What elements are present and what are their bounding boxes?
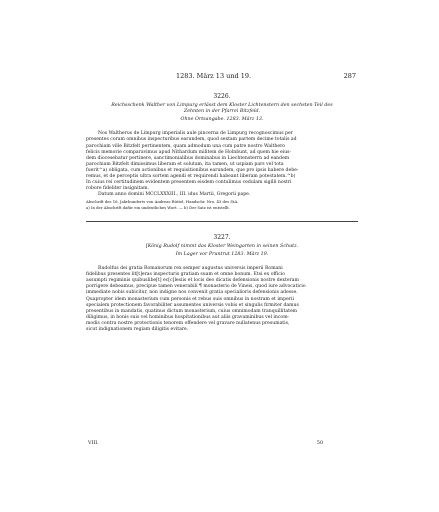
body-line: fidelibus presentes lit[t]eras inspecturis gratiam suam et omne bonum. Etsi ex officio (86, 272, 286, 278)
doc-title-line: Reichsschenk Walther von Limpurg erlässt dem Kloster Lichtenstern den sechsten Teil des (111, 103, 333, 109)
section-divider (86, 221, 358, 222)
body-line: presentes coram omnibus inspecturibus earundem, quod sextam partem decime totalis ad (86, 137, 297, 143)
body-line: parochiam ville Bitzfelt pertinentem, quam admodum una cum patre nostro Walthero (86, 143, 286, 149)
page-header (0, 72, 439, 82)
body-line: dem diocesebatur pertinere, sanctimonialibus dominabus in Liechtensterrn ad eandem (86, 155, 290, 161)
page-number: 287 (343, 72, 356, 80)
running-head: 1283. März 13 und 19. (176, 72, 252, 80)
body-line: presentibus in mandatis, quatinus dictum monasterium, cuius omnimodam tranquillitatem (86, 308, 298, 314)
signature-number: 50 (316, 441, 323, 446)
body-line: modis contra nostre protectionis tenorem offendere vel gravare nullatenus presumatis, (86, 320, 290, 326)
body-line: porrigere debeamus, precipue tamen venerabili ¶ monasterio de Vineis, quod iure advocaticio (86, 284, 306, 290)
body-line: diligimus, in bonis suis vel hominibus hospitationibus aut aliis gravaminibus vel incom- (86, 314, 290, 320)
body-line: Quapropter idem monasterium cum personis et rebus suis omnibus in nostram et imperii (86, 296, 294, 302)
body-line: immediate nobis subicitur, non indigne nos convenit gratia specialioris defensionis adesse. (86, 290, 298, 296)
body-line: assumpti regiminis quibuslibe[t] ec[c]lesiis et locis deo dicatis defensionis nostre dexteram (86, 278, 299, 284)
doc-title-line: Zehnten in der Pfarrei Bitzfeld. (183, 109, 261, 115)
doc-number: 3226. (213, 93, 231, 100)
footnotes (86, 199, 358, 209)
doc-title (86, 103, 358, 115)
doc-body (86, 131, 358, 192)
footnote: Abschrift des 16. Jahrhunderts von Andreas Rüttel, Handschr. Nro. 43 des StA. (86, 199, 239, 205)
body-line: remus, et de perceptis ultra sortem agendi et requirendi habeant liberam potestatem.^b) (86, 174, 296, 180)
body-line: parochiam Bitzfelt dimissimus liberam et solutam, ita tamen, ut uspiam pars vel tota (86, 161, 284, 167)
footnote: a) In der Abschrift dafür ein undeutliches Wort. — b) Der Satz ist entstellt. (86, 204, 231, 210)
doc-number: 3227. (213, 233, 231, 241)
body-line: robore fideliter insignitam. (86, 186, 149, 192)
body-line: Nos Waltherus de Limpurg imperialis aule pincerna de Limpurg recognoscimus per (98, 131, 293, 137)
document-3226 (86, 94, 358, 333)
body-line: In cuius rei certitudinem evidentem presentem eisdem contulimus cedulam sigilli nostri (86, 180, 292, 186)
doc-dateline: Im Lager vor Pruntrut 1283. März 19. (175, 252, 269, 257)
signature-mark: VIII. (88, 441, 99, 446)
doc-body (86, 266, 358, 333)
body-line: specialem protectionem favorabiliter assumentes universis vobis et singulis firmiter damus (86, 302, 299, 308)
body-line: Rudolfus dei gratia Romanorum rex semper augustus universis imperii Romani (98, 266, 283, 272)
body-line: fuerit^a) obligata, cum actionibus et requisitionibus earundem, que pro ipsis habere debe- (86, 167, 299, 173)
body-line: sicut indignationem regiam diligitis evitare. (86, 327, 189, 333)
doc-dateline: Ohne Ortsangabe. 1283. März 13. (180, 117, 264, 123)
datum-line: Datum anno domini MCCLXXXIII., III. idus Martii, Gregorii pape. (98, 192, 251, 198)
body-line: felicis memorie comparavimus apud Nithardum militem de Holnbunt, ad quem hie eius- (86, 149, 292, 155)
doc-title: [König Rudolf nimmt das Kloster Weingarten in seinen Schutz. (145, 243, 299, 249)
